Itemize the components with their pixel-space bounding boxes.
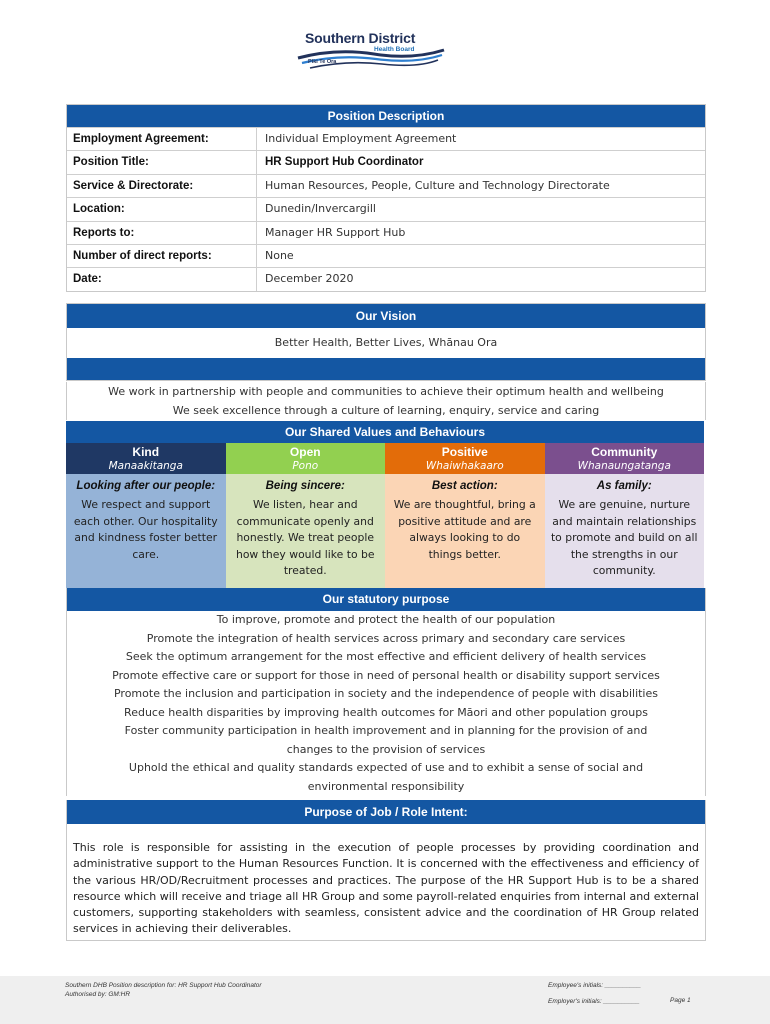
value-tagline: Being sincere: (265, 480, 345, 492)
statutory-line: Foster community participation in health improvement and in planning for the provision of and (124, 724, 648, 737)
row-value: HR Support Hub Coordinator (265, 156, 424, 169)
purpose-header: Purpose of Job / Role Intent: (67, 800, 705, 824)
logo-brand: Southern District (305, 30, 416, 46)
row-label: Location: (67, 198, 257, 220)
statutory-line: Promote the integration of health services across primary and secondary care services (146, 631, 626, 645)
row-label: Position Title: (67, 151, 257, 173)
position-description-header: Position Description (67, 105, 705, 127)
value-maori-name: Whaiwhakaaro (425, 460, 504, 472)
purpose-of-job-section (66, 800, 706, 941)
values-headings (66, 443, 704, 474)
footer-authorised-by: Authorised by: GM:HR (65, 991, 131, 998)
statutory-line: Promote the inclusion and participation in society and the independence of people with disabilities (113, 687, 658, 700)
page-footer (0, 976, 770, 1024)
statutory-header: Our statutory purpose (67, 588, 705, 611)
value-heading-kind (66, 443, 226, 474)
statutory-line: Uphold the ethical and quality standards expected of use and to exhibit a sense of social and (128, 761, 644, 774)
value-tagline: Looking after our people: (76, 480, 216, 492)
statutory-line: changes to the provision of services (286, 742, 486, 756)
employee-initials-field: Employee's initials: __________ (548, 982, 642, 989)
position-description-table (66, 104, 706, 292)
table-row (67, 197, 705, 220)
value-description: We are genuine, nurture and maintain relationships to promote and build on all the strengths in our community. (550, 498, 698, 577)
table-row (67, 244, 705, 267)
statutory-line: To improve, promote and protect the health of our population (216, 613, 556, 626)
value-description: We respect and support each other. Our hospitality and kindness foster better care. (73, 498, 218, 561)
statutory-line: Reduce health disparities by improving health outcomes for Māori and other population groups (124, 705, 648, 719)
value-tagline: As family: (596, 480, 652, 492)
logo-subtitle: Health Board (374, 46, 415, 53)
row-value: None (265, 248, 294, 262)
table-row (67, 174, 705, 197)
values-section (66, 421, 704, 608)
value-name: Open (289, 445, 321, 459)
value-heading-positive (385, 443, 545, 474)
row-label: Employment Agreement: (67, 128, 257, 150)
mission-line: We work in partnership with people and communities to achieve their optimum health and wellbeing (108, 385, 664, 398)
value-name: Positive (441, 445, 488, 459)
vision-header: Our Vision (67, 304, 705, 328)
table-row (67, 150, 705, 173)
value-maori-name: Manaakitanga (108, 460, 183, 472)
table-row (67, 127, 705, 150)
row-label: Date: (67, 268, 257, 290)
value-description: We listen, hear and communicate openly and honestly. We treat people how they would like to be treated. (235, 498, 375, 577)
value-name: Community (591, 445, 658, 459)
page-number: Page 1 (670, 997, 691, 1004)
row-value: December 2020 (265, 272, 354, 286)
statutory-line: Seek the optimum arrangement for the most effective and efficient delivery of health services (125, 650, 647, 663)
value-tagline: Best action: (431, 480, 498, 492)
row-label: Reports to: (67, 222, 257, 244)
employer-initials-field: Employer's initials: __________ (548, 998, 640, 1005)
row-value: Manager HR Support Hub (265, 225, 406, 239)
statutory-purpose-section (66, 588, 706, 796)
table-row (67, 267, 705, 290)
value-name: Kind (132, 445, 160, 459)
section-divider-bar (67, 358, 705, 380)
row-value: Individual Employment Agreement (265, 132, 457, 145)
value-maori-name: Pono (292, 460, 319, 472)
mission-section (66, 382, 706, 420)
vision-section (66, 303, 706, 381)
sdhb-logo (296, 30, 446, 72)
footer-left (65, 981, 262, 999)
row-label: Service & Directorate: (67, 175, 257, 197)
table-row (67, 221, 705, 244)
statutory-line: environmental responsibility (307, 779, 465, 793)
values-header: Our Shared Values and Behaviours (66, 421, 704, 443)
logo-tagline: Piki Te Ora (308, 59, 337, 65)
row-value: Dunedin/Invercargill (265, 202, 376, 216)
vision-text: Better Health, Better Lives, Whānau Ora (274, 336, 498, 349)
row-label: Number of direct reports: (67, 245, 257, 267)
value-heading-community (545, 443, 705, 474)
value-heading-open (226, 443, 386, 474)
purpose-text: This role is responsible for assisting in the execution of people processes by providing coordination and administrative support to the Human Resources Function. It is concerned with the effectiveness and efficiency of the various HR/OD/Recruitment processes and practices. The purpose of the HR Support Hub is to be a shared resource which will receive and triage all HR Group and some payroll-related enquiries from internal and external customers, supporting stakeholders with seamless, consistent advice and the coordination of HR Group related services in achieving their deliverables. (73, 841, 699, 936)
footer-doc-title: Southern DHB Position description for: HR Support Hub Coordinator (65, 982, 262, 989)
value-maori-name: Whanaungatanga (577, 460, 671, 472)
row-value: Human Resources, People, Culture and Technology Directorate (265, 178, 610, 192)
mission-line: We seek excellence through a culture of learning, enquiry, service and caring (172, 404, 600, 417)
statutory-line: Promote effective care or support for those in need of personal health or disability support services (112, 668, 660, 682)
value-description: We are thoughtful, bring a positive attitude and are always looking to do things better. (393, 498, 536, 561)
